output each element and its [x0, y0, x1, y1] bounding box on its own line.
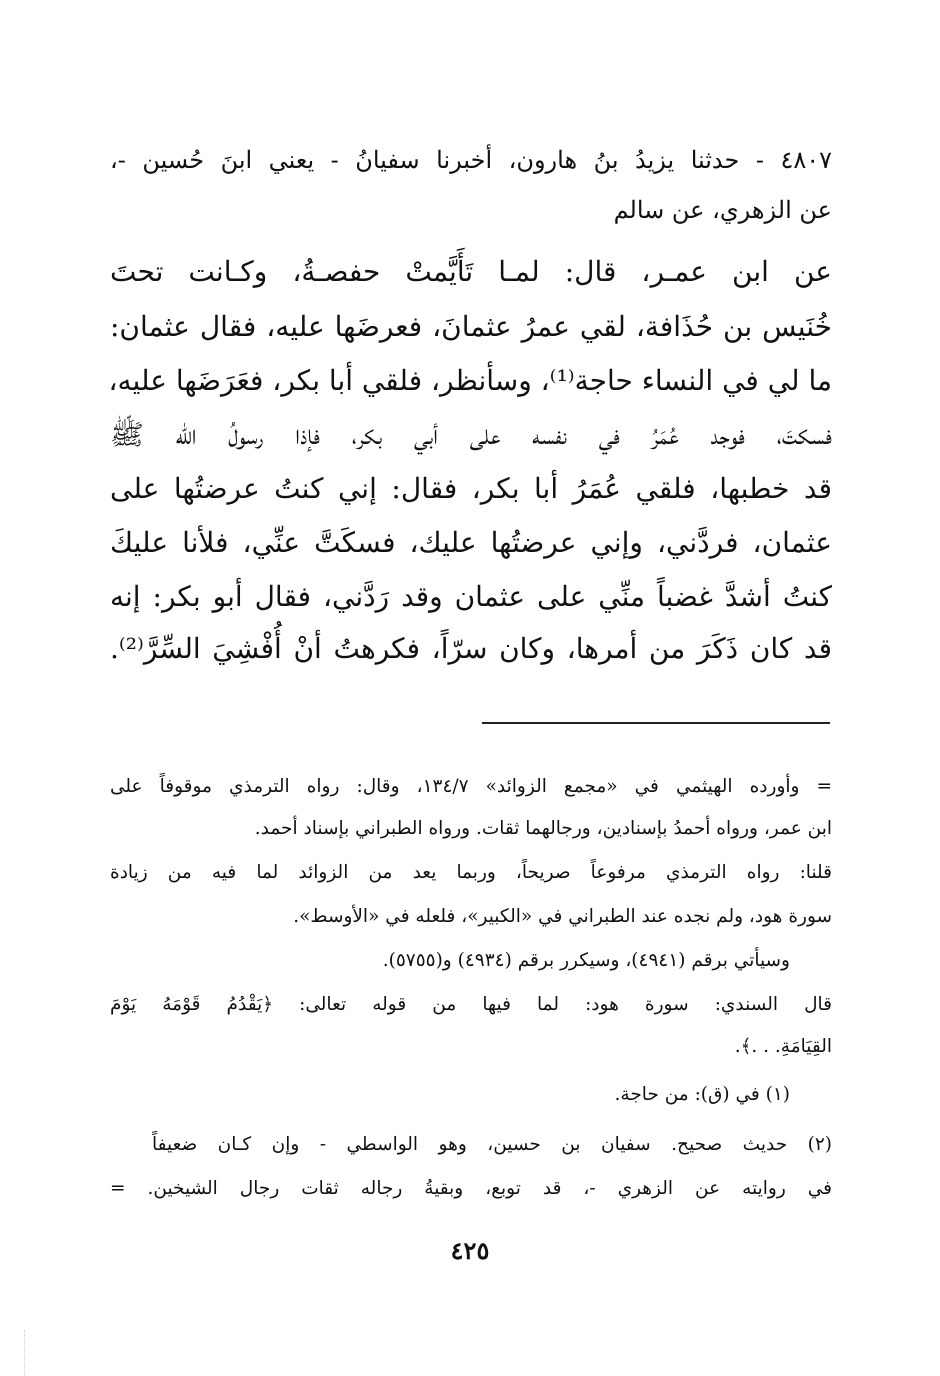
hadith-isnad-line-2: عن الزهري، عن سالم: [613, 196, 832, 224]
page-number: ٤٢٥: [450, 1236, 490, 1265]
footnote-2-line-2: في روايته عن الزهري -، قد توبع، وبقيةُ رجاله ثقات رجال الشيخين. =: [110, 1178, 832, 1199]
hadith-body-line-4: فسكتَ، فوجد عُمَرُ في نفسه على أبي بكر، فإذا رسولُ الله ﷺ: [110, 418, 832, 451]
footnote-1: (١) في (ق): من حاجة.: [614, 1084, 790, 1105]
footnote-cont-line-1: = وأورده الهيثمي في «مجمع الزوائد» ١٣٤/٧، وقال: رواه الترمذي موقوفاً على: [110, 776, 832, 797]
hadith-body-line-7: كنتُ أشدَّ غضباً منِّي على عثمان وقد رَدَّني، فقال أبو بكر: إنه: [110, 580, 832, 613]
hadith-isnad-line-1: ٤٨٠٧ - حدثنا يزيدُ بنُ هارون، أخبرنا سفيانُ - يعني ابنَ حُسين -،: [110, 146, 832, 174]
footnote-cont-line-5: وسيأتي برقم (٤٩٤١)، وسيكرر برقم (٤٩٣٤) و(٥٧٥٥).: [382, 950, 790, 971]
hadith-body-line-2: خُنَيس بن حُذَافة، لقي عمرُ عثمانَ، فعرضَها عليه، فقال عثمان:: [110, 310, 832, 343]
hadith-body-line-1: عن ابن عمـر، قال: لمـا تَأَيَّمتْ حفصـةُ، وكـانت تحتَ: [110, 255, 832, 288]
footnote-cont-line-2: ابن عمر، ورواه أحمدُ بإسنادين، ورجالهما ثقات. ورواه الطبراني بإسناد أحمد.: [254, 818, 832, 839]
hadith-body-line-8: قد كان ذَكَرَ من أمرها، وكان سرّاً، فكرهتُ أنْ أُفْشِيَ السِّرَّ⁽²⁾.: [110, 632, 832, 665]
footnote-2-line-1: (٢) حديث صحيح. سفيان بن حسين، وهو الواسطي - وإن كـان ضعيفاً: [152, 1134, 832, 1155]
hadith-body-line-6: عثمان، فردَّني، وإني عرضتُها عليك، فسكَتَّ عنِّي، فلأنا عليكَ: [110, 526, 832, 559]
footnote-separator: [482, 722, 830, 724]
footnote-cont-line-3: قلنا: رواه الترمذي مرفوعاً صريحاً، وربما يعد من الزوائد لما فيه من زيادة: [110, 862, 832, 883]
hadith-body-line-3: ما لي في النساء حاجة⁽¹⁾، وسأنظر، فلقي أبا بكر، فعَرَضَها عليه،: [108, 364, 832, 397]
footnote-cont-line-6: قال السندي: سورة هود: لما فيها من قوله تعالى: ﴿يَقْدُمُ قَوْمَهُ يَوْمَ: [110, 994, 832, 1015]
footnote-cont-line-4: سورة هود، ولم نجده عند الطبراني في «الكبير»، فلعله في «الأوسط».: [293, 906, 832, 927]
footnote-cont-line-7: القِيَامَةِ. . .﴾.: [734, 1036, 832, 1057]
hadith-body-line-5: قد خطبها، فلقي عُمَرُ أبا بكر، فقال: إني كنتُ عرضتُها على: [110, 472, 832, 505]
scan-edge-mark: [24, 1330, 27, 1376]
